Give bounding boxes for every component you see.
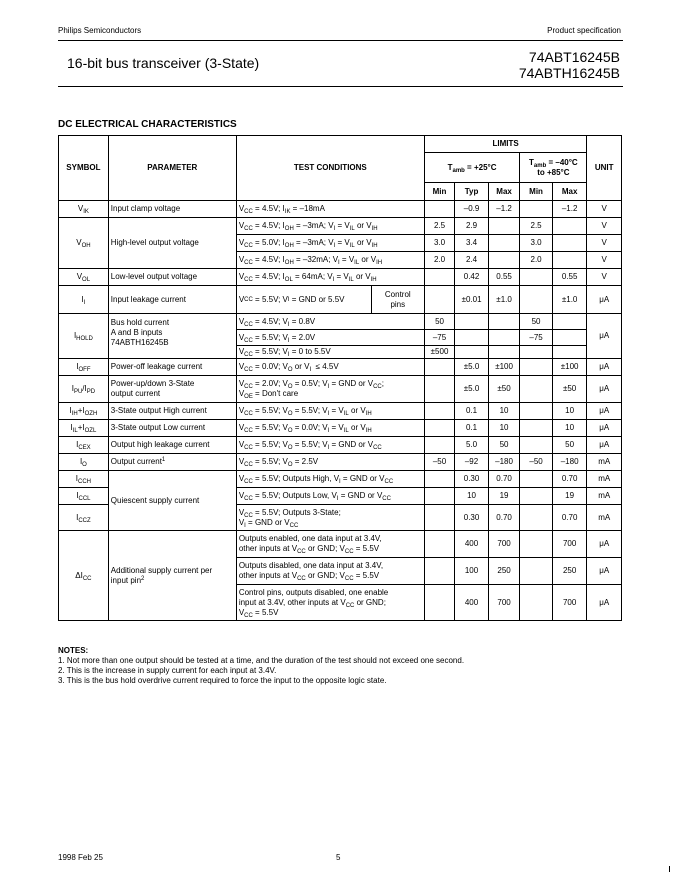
table-row [59, 201, 622, 218]
symbol-cell: $V_{IK}$ [59, 201, 109, 218]
parameter-cell: Power-off leakage current [108, 359, 236, 376]
condition-cell: $V_{CC} = 4.5V$; $V_I = 0.8V$ [236, 314, 424, 330]
header-tamb-range: $T_{amb} = -40^\circ C$ to +85°C [520, 153, 587, 183]
table-row: $\Delta I_{CC}$ Additional supply current per input pin$^2$ Outputs enabled, one data input at 3.4V, other inputs at $V_{CC}$ or GND; $V_{CC} = 5.5V$ 400 700 700 μA [59, 531, 622, 558]
condition-cell: $V_{CC} = 5.5V$; $V_O = 0.0V$; $V_I = V_{IL}$ or $V_{IH}$ [236, 420, 424, 437]
header-parameter: PARAMETER [108, 136, 236, 201]
footer-date: 1998 Feb 25 [58, 853, 103, 862]
header-symbol: SYMBOL [59, 136, 109, 201]
header-test-conditions: TEST CONDITIONS [236, 136, 424, 201]
condition-cell: $V_{CC} = 5.5V$; $V_I = 0$ to 5.5V [236, 346, 424, 359]
table-row: $I_{IH}+I_{OZH}$ 3-State output High current $V_{CC} = 5.5V$; $V_O = 5.5V$; $V_I = V_{IL}$ or $V_{IH}$ 0.1 10 10 μA [59, 403, 622, 420]
header-typ: Typ [455, 183, 489, 201]
parameter-cell: Output high leakage current [108, 437, 236, 454]
company-name: Philips Semiconductors [58, 26, 142, 35]
header-limits: LIMITS [424, 136, 587, 153]
title-rule [58, 86, 623, 87]
table-row: $I_{CCL}$ $V_{CC} = 5.5V$; Outputs Low, $V_I$ = GND or $V_{CC}$ 10 19 19 mA [59, 488, 622, 505]
symbol-cell: $I_I$ [59, 286, 109, 314]
dc-characteristics-table [58, 135, 622, 621]
symbol-cell: $I_{IH}+I_{OZH}$ [59, 403, 109, 420]
parameter-cell: Output current$^1$ [108, 454, 236, 471]
table-row: Outputs disabled, one data input at 3.4V, other inputs at $V_{CC}$ or GND; $V_{CC} = 5.5V$ 100 250 250 μA [59, 558, 622, 585]
symbol-cell: $I_{OFF}$ [59, 359, 109, 376]
table-row: $I_{CCH}$ Quiescent supply current $V_{CC} = 5.5V$; Outputs High, $V_I$ = GND or $V_{CC}$ 0.30 0.70 0.70 mA [59, 471, 622, 488]
table-row: $I_{OFF}$ Power-off leakage current $V_{CC} = 0.0V$; $V_O$ or $V_I \le 4.5V$ ±5.0 ±100 ±100 μA [59, 359, 622, 376]
table-row: $I_{IL}+I_{OZL}$ 3-State output Low current $V_{CC} = 5.5V$; $V_O = 0.0V$; $V_I = V_{IL}$ or $V_{IH}$ 0.1 10 10 μA [59, 420, 622, 437]
condition-cell: $V_{CC} = 5.5V$; Outputs 3-State; $V_I$ = GND or $V_{CC}$ [236, 505, 424, 531]
parameter-cell: 3-State output Low current [108, 420, 236, 437]
condition-cell: $V_{CC} = 5.5V$; $V_O = 5.5V$; $V_I = V_{IL}$ or $V_{IH}$ [236, 403, 424, 420]
table-header-row-1 [59, 136, 622, 153]
parameter-cell: High-level output voltage [108, 218, 236, 269]
table-row: $V_{CC} = 5.5V$; $V_I = 2.0V$ –75 –75 [59, 330, 622, 346]
header-max: Max [488, 183, 520, 201]
condition-cell: Control pins, outputs disabled, one enable input at 3.4V, other inputs at $V_{CC}$ or GND; $V_{CC} = 5.5V$ [236, 585, 424, 621]
symbol-cell: $I_{CCH}$ [59, 471, 109, 488]
control-pins-label: Control pins [371, 286, 424, 313]
condition-cell: V CC = 5.5V; V I = GND or 5.5V Control pins [236, 286, 424, 314]
condition-cell: $V_{CC} = 0.0V$; $V_O$ or $V_I \le 4.5V$ [236, 359, 424, 376]
symbol-cell: $I_{CCL}$ [59, 488, 109, 505]
symbol-cell: $V_{OH}$ [59, 218, 109, 269]
condition-cell: $V_{CC} = 5.5V$; $V_I = 2.0V$ [236, 330, 424, 346]
parameter-cell: Low-level output voltage [108, 269, 236, 286]
section-title: DC ELECTRICAL CHARACTERISTICS [58, 119, 237, 130]
notes-heading: NOTES: [58, 646, 89, 655]
table-row: $I_O$ Output current$^1$ $V_{CC} = 5.5V$; $V_O = 2.5V$ –50 –92 –180 –50 –180 mA [59, 454, 622, 471]
symbol-cell: $I_{PU}/I_{PD}$ [59, 376, 109, 403]
parameter-cell: Bus hold current A and B inputs 74ABTH16245B [108, 314, 236, 359]
condition-cell: Outputs enabled, one data input at 3.4V, other inputs at $V_{CC}$ or GND; $V_{CC} = 5.5V$ [236, 531, 424, 558]
page-number: 5 [336, 853, 341, 862]
notes-section [58, 646, 464, 686]
condition-cell: $V_{CC} = 5.5V$; $V_O = 5.5V$; $V_I$ = GND or $V_{CC}$ [236, 437, 424, 454]
table-row: $I_{HOLD}$ Bus hold current A and B inputs 74ABTH16245B $V_{CC} = 4.5V$; $V_I = 0.8V$ 50 50 μA [59, 314, 622, 330]
condition-cell: $V_{CC} = 5.5V$; Outputs High, $V_I$ = GND or $V_{CC}$ [236, 471, 424, 488]
table-row: $V_{OL}$ Low-level output voltage $V_{CC} = 4.5V$; $I_{OL} = 64mA$; $V_I = V_{IL}$ or $V_{IH}$ 0.42 0.55 0.55 V [59, 269, 622, 286]
condition-cell: $V_{CC} = 4.5V$; $I_{OH} = -32mA$; $V_I = V_{IL}$ or $V_{IH}$ [236, 252, 424, 269]
unit-cell: V [587, 201, 622, 218]
condition-cell: $V_{CC} = 2.0V$; $V_O = 0.5V$; $V_I$ = GND or $V_{CC}$; $V_{OE} = Don't$ care [236, 376, 424, 403]
parameter-cell: Input leakage current [108, 286, 236, 314]
header-min: Min [424, 183, 454, 201]
condition-cell: $V_{CC} = 4.5V$; $I_{IK} = -18mA$ [236, 201, 424, 218]
symbol-cell: $I_{CEX}$ [59, 437, 109, 454]
symbol-cell: $I_{CCZ}$ [59, 505, 109, 531]
condition-cell: $V_{CC} = 5.5V$; Outputs Low, $V_I$ = GND or $V_{CC}$ [236, 488, 424, 505]
parameter-cell: Quiescent supply current [108, 471, 236, 531]
part-numbers [519, 49, 620, 81]
condition-cell: $V_{CC} = 4.5V$; $I_{OH} = -3mA$; $V_I = V_{IL}$ or $V_{IH}$ [236, 218, 424, 235]
parameter-cell: Input clamp voltage [108, 201, 236, 218]
condition-cell: Outputs disabled, one data input at 3.4V, other inputs at $V_{CC}$ or GND; $V_{CC} = 5.5V$ [236, 558, 424, 585]
typ-cell: –0.9 [455, 201, 489, 218]
header-min-2: Min [520, 183, 553, 201]
table-row: $V_{CC} = 5.5V$; $V_I = 0$ to 5.5V ±500 [59, 346, 622, 359]
part-number-1: 74ABT16245B [528, 49, 620, 65]
note-3: 3. This is the bus hold overdrive current required to force the input to the opposite logic state. [58, 676, 387, 685]
table-row: $V_{OH}$ High-level output voltage $V_{CC} = 4.5V$; $I_{OH} = -3mA$; $V_I = V_{IL}$ or $V_{IH}$ 2.5 2.9 2.5 V [59, 218, 622, 235]
symbol-cell: $I_O$ [59, 454, 109, 471]
condition-cell: $V_{CC} = 5.0V$; $I_{OH} = -3mA$; $V_I = V_{IL}$ or $V_{IH}$ [236, 235, 424, 252]
table-row: $I_{CEX}$ Output high leakage current $V_{CC} = 5.5V$; $V_O = 5.5V$; $V_I$ = GND or $V_{CC}$ 5.0 50 50 μA [59, 437, 622, 454]
header-max-2: Max [552, 183, 587, 201]
table-row: $I_I$ Input leakage current V CC = 5.5V; V I = GND or 5.5V Control pins ±0.01 ±1.0 ±1.0 μA [59, 286, 622, 314]
max2-cell: –1.2 [552, 201, 587, 218]
crop-mark [669, 866, 670, 872]
part-number-2: 74ABTH16245B [518, 65, 620, 81]
header-rule [58, 40, 623, 41]
symbol-cell: $\Delta I_{CC}$ [59, 531, 109, 621]
table-row: Control pins, outputs disabled, one enable input at 3.4V, other inputs at $V_{CC}$ or GND; $V_{CC} = 5.5V$ 400 700 700 μA [59, 585, 622, 621]
note-2: 2. This is the increase in supply current for each input at 3.4V. [58, 666, 277, 675]
table-row: $V_{CC} = 4.5V$; $I_{OH} = -32mA$; $V_I = V_{IL}$ or $V_{IH}$ 2.0 2.4 2.0 V [59, 252, 622, 269]
symbol-cell: $I_{IL}+I_{OZL}$ [59, 420, 109, 437]
table-row: $I_{CCZ}$ $V_{CC} = 5.5V$; Outputs 3-State; $V_I$ = GND or $V_{CC}$ 0.30 0.70 0.70 mA [59, 505, 622, 531]
document-type: Product specification [547, 26, 621, 35]
condition-cell: $V_{CC} = 4.5V$; $I_{OL} = 64mA$; $V_I = V_{IL}$ or $V_{IH}$ [236, 269, 424, 286]
page-title: 16-bit bus transceiver (3-State) [67, 55, 260, 71]
symbol-cell: $I_{HOLD}$ [59, 314, 109, 359]
header-unit: UNIT [587, 136, 622, 201]
condition-cell: $V_{CC} = 5.5V$; $V_O = 2.5V$ [236, 454, 424, 471]
note-1: 1. Not more than one output should be tested at a time, and the duration of the test should not exceed one second. [58, 656, 465, 665]
table-row: $V_{CC} = 5.0V$; $I_{OH} = -3mA$; $V_I = V_{IL}$ or $V_{IH}$ 3.0 3.4 3.0 V [59, 235, 622, 252]
parameter-cell: Power-up/down 3-State output current [108, 376, 236, 403]
parameter-cell: 3-State output High current [108, 403, 236, 420]
symbol-cell: $V_{OL}$ [59, 269, 109, 286]
parameter-cell: Additional supply current per input pin$^2$ [108, 531, 236, 621]
header-tamb-25: $T_{amb} = +25^\circ C$ [424, 153, 520, 183]
table-row: $I_{PU}/I_{PD}$ Power-up/down 3-State output current $V_{CC} = 2.0V$; $V_O = 0.5V$; $V_I$ = GND or $V_{CC}$; $V_{OE} = Don't$ care ±5.0 ±50 ±50 μA [59, 376, 622, 403]
max-cell: –1.2 [488, 201, 520, 218]
